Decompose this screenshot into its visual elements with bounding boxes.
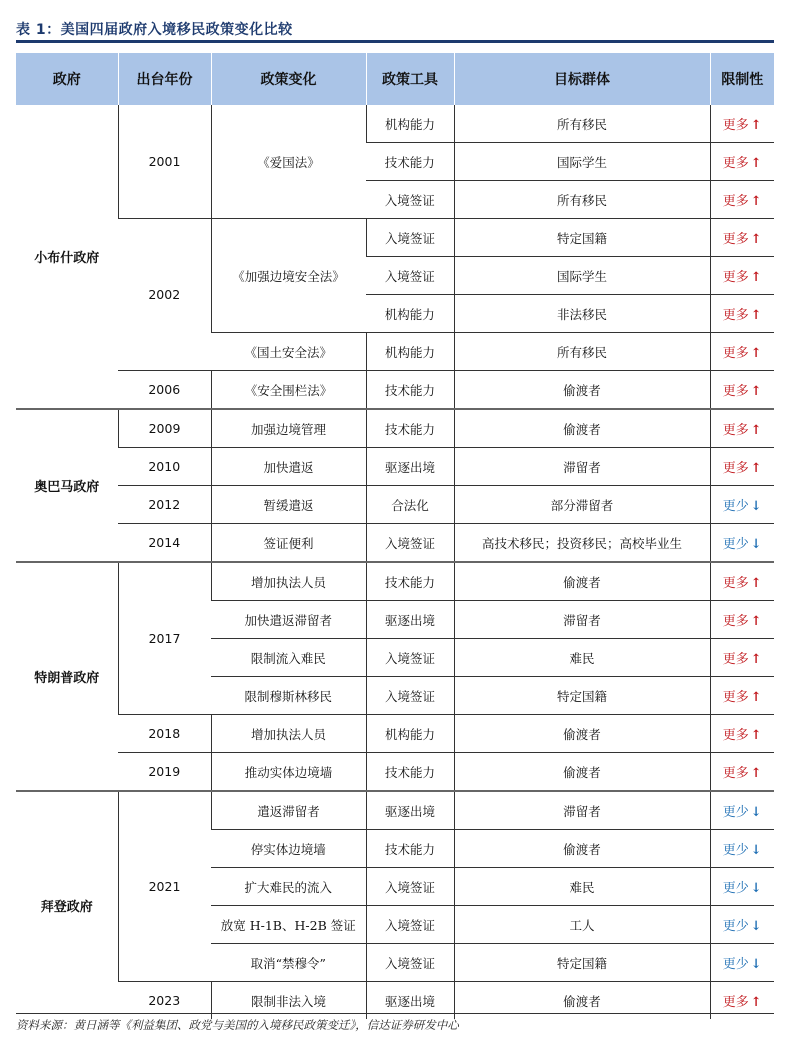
- policy-cell: 遣返滞留者: [211, 791, 366, 830]
- header-row: [16, 53, 774, 105]
- target-cell: 特定国籍: [454, 219, 710, 257]
- header-tool: 政策工具: [366, 53, 454, 105]
- restriction-more: 更多: [722, 270, 749, 285]
- table-body: [16, 105, 774, 1019]
- title-rule: [16, 40, 774, 43]
- header-target: 目标群体: [454, 53, 710, 105]
- tool-cell: 入境签证: [366, 219, 454, 257]
- policy-cell: 增加执法人员: [211, 715, 366, 753]
- arrow-up-icon: ↑: [750, 270, 762, 285]
- policy-cell: 扩大难民的流入: [211, 868, 366, 906]
- target-cell: 工人: [454, 906, 710, 944]
- tool-cell: 驱逐出境: [366, 982, 454, 1020]
- restriction-cell: [710, 524, 774, 563]
- tool-cell: 入境签证: [366, 257, 454, 295]
- restriction-cell: [710, 906, 774, 944]
- year-cell: 2010: [118, 448, 211, 486]
- tool-cell: 技术能力: [366, 371, 454, 410]
- policy-cell: 放宽 H-1B、H-2B 签证: [211, 906, 366, 944]
- restriction-more: 更多: [722, 194, 749, 209]
- target-cell: 偷渡者: [454, 982, 710, 1020]
- year-cell: 2002: [118, 219, 211, 371]
- restriction-cell: [710, 257, 774, 295]
- tool-cell: 技术能力: [366, 830, 454, 868]
- header-government: 政府: [16, 53, 118, 105]
- arrow-down-icon: ↓: [750, 919, 762, 934]
- target-cell: 国际学生: [454, 143, 710, 181]
- arrow-up-icon: ↑: [750, 384, 762, 399]
- restriction-cell: [710, 448, 774, 486]
- tool-cell: 技术能力: [366, 143, 454, 181]
- arrow-up-icon: ↑: [750, 156, 762, 171]
- target-cell: 滞留者: [454, 791, 710, 830]
- policy-cell: 暂缓遣返: [211, 486, 366, 524]
- arrow-up-icon: ↑: [750, 194, 762, 209]
- government-cell: 拜登政府: [16, 791, 118, 1019]
- policy-cell: 签证便利: [211, 524, 366, 563]
- restriction-more: 更多: [722, 652, 749, 667]
- policy-cell: 加快遣返: [211, 448, 366, 486]
- restriction-less: 更少: [722, 957, 749, 972]
- bottom-rule: [16, 1013, 774, 1014]
- tool-cell: 驱逐出境: [366, 791, 454, 830]
- arrow-up-icon: ↑: [750, 728, 762, 743]
- restriction-less: 更少: [722, 499, 749, 514]
- table-row: [16, 753, 774, 792]
- restriction-cell: [710, 715, 774, 753]
- restriction-more: 更多: [722, 690, 749, 705]
- tool-cell: 入境签证: [366, 868, 454, 906]
- arrow-up-icon: ↑: [750, 690, 762, 705]
- header-year: 出台年份: [118, 53, 211, 105]
- target-cell: 所有移民: [454, 181, 710, 219]
- restriction-cell: [710, 181, 774, 219]
- table-row: [16, 371, 774, 410]
- policy-cell: 《国土安全法》: [211, 333, 366, 371]
- target-cell: 部分滞留者: [454, 486, 710, 524]
- arrow-up-icon: ↑: [750, 995, 762, 1010]
- policy-cell: 推动实体边境墙: [211, 753, 366, 792]
- restriction-more: 更多: [722, 118, 749, 133]
- tool-cell: 入境签证: [366, 181, 454, 219]
- table-row: [16, 715, 774, 753]
- tool-cell: 技术能力: [366, 409, 454, 448]
- target-cell: 偷渡者: [454, 371, 710, 410]
- tool-cell: 入境签证: [366, 639, 454, 677]
- target-cell: 所有移民: [454, 333, 710, 371]
- restriction-cell: [710, 105, 774, 143]
- restriction-cell: [710, 371, 774, 410]
- government-cell: 小布什政府: [34, 251, 100, 266]
- restriction-more: 更多: [722, 461, 749, 476]
- arrow-down-icon: ↓: [750, 957, 762, 972]
- target-cell: 偷渡者: [454, 753, 710, 792]
- tool-cell: 机构能力: [366, 333, 454, 371]
- year-cell: 2006: [118, 371, 211, 410]
- arrow-up-icon: ↑: [750, 576, 762, 591]
- restriction-more: 更多: [722, 995, 749, 1010]
- policy-cell: 《爱国法》: [211, 105, 366, 219]
- restriction-cell: [710, 601, 774, 639]
- restriction-cell: [710, 944, 774, 982]
- year-cell: 2017: [118, 562, 211, 715]
- tool-cell: 合法化: [366, 486, 454, 524]
- source-note: 资料来源：黄日涵等《利益集团、政党与美国的入境移民政策变迁》，信达证券研发中心: [16, 1018, 459, 1032]
- arrow-up-icon: ↑: [750, 652, 762, 667]
- restriction-cell: [710, 295, 774, 333]
- year-cell: 2023: [118, 982, 211, 1020]
- government-cell: 特朗普政府: [16, 562, 118, 791]
- tool-cell: 机构能力: [366, 715, 454, 753]
- target-cell: 特定国籍: [454, 944, 710, 982]
- restriction-cell: [710, 409, 774, 448]
- arrow-up-icon: ↑: [750, 308, 762, 323]
- tool-cell: 技术能力: [366, 753, 454, 792]
- arrow-up-icon: ↑: [750, 118, 762, 133]
- restriction-cell: [710, 219, 774, 257]
- tool-cell: 入境签证: [366, 524, 454, 563]
- restriction-cell: [710, 753, 774, 792]
- tool-cell: 入境签证: [366, 677, 454, 715]
- restriction-more: 更多: [722, 346, 749, 361]
- arrow-down-icon: ↓: [750, 499, 762, 514]
- arrow-up-icon: ↑: [750, 423, 762, 438]
- tool-cell: 机构能力: [366, 105, 454, 143]
- policy-cell: 限制穆斯林移民: [211, 677, 366, 715]
- restriction-cell: [710, 639, 774, 677]
- arrow-down-icon: ↓: [750, 805, 762, 820]
- restriction-cell: [710, 562, 774, 601]
- restriction-more: 更多: [722, 384, 749, 399]
- table-row: [16, 448, 774, 486]
- table-row: [16, 524, 774, 563]
- restriction-less: 更少: [722, 537, 749, 552]
- target-cell: 滞留者: [454, 601, 710, 639]
- target-cell: 国际学生: [454, 257, 710, 295]
- restriction-less: 更少: [722, 805, 749, 820]
- arrow-up-icon: ↑: [750, 232, 762, 247]
- year-cell: 2018: [118, 715, 211, 753]
- target-cell: 所有移民: [454, 105, 710, 143]
- restriction-more: 更多: [722, 156, 749, 171]
- table-row: [16, 791, 774, 830]
- restriction-less: 更少: [722, 843, 749, 858]
- restriction-cell: [710, 333, 774, 371]
- tool-cell: 入境签证: [366, 906, 454, 944]
- restriction-less: 更少: [722, 919, 749, 934]
- year-cell: 2012: [118, 486, 211, 524]
- year-cell: 2009: [118, 409, 211, 448]
- tool-cell: 驱逐出境: [366, 601, 454, 639]
- target-cell: 滞留者: [454, 448, 710, 486]
- arrow-up-icon: ↑: [750, 766, 762, 781]
- restriction-more: 更多: [722, 232, 749, 247]
- restriction-cell: [710, 143, 774, 181]
- target-cell: 偷渡者: [454, 830, 710, 868]
- policy-cell: 加强边境管理: [211, 409, 366, 448]
- restriction-cell: [710, 791, 774, 830]
- policy-cell: 加快遣返滞留者: [211, 601, 366, 639]
- year-cell: 2019: [118, 753, 211, 792]
- target-cell: 难民: [454, 639, 710, 677]
- arrow-down-icon: ↓: [750, 537, 762, 552]
- target-cell: 偷渡者: [454, 715, 710, 753]
- arrow-up-icon: ↑: [750, 461, 762, 476]
- table-row: [16, 219, 774, 257]
- table-row: [16, 105, 774, 143]
- arrow-down-icon: ↓: [750, 881, 762, 896]
- arrow-up-icon: ↑: [750, 614, 762, 629]
- policy-table: [16, 53, 774, 1019]
- target-cell: 偷渡者: [454, 562, 710, 601]
- table-row: [16, 409, 774, 448]
- table-row: [16, 562, 774, 601]
- restriction-cell: [710, 868, 774, 906]
- policy-cell: 增加执法人员: [211, 562, 366, 601]
- table-row: [16, 486, 774, 524]
- restriction-more: 更多: [722, 614, 749, 629]
- target-cell: 特定国籍: [454, 677, 710, 715]
- restriction-more: 更多: [722, 423, 749, 438]
- arrow-down-icon: ↓: [750, 843, 762, 858]
- table-title: 表 1：美国四届政府入境移民政策变化比较: [16, 22, 293, 38]
- tool-cell: 技术能力: [366, 562, 454, 601]
- target-cell: 偷渡者: [454, 409, 710, 448]
- policy-cell: 限制流入难民: [211, 639, 366, 677]
- year-cell: 2001: [118, 105, 211, 219]
- restriction-more: 更多: [722, 576, 749, 591]
- tool-cell: 入境签证: [366, 944, 454, 982]
- restriction-more: 更多: [722, 728, 749, 743]
- policy-cell: 停实体边境墙: [211, 830, 366, 868]
- tool-cell: 机构能力: [366, 295, 454, 333]
- policy-cell: 取消“禁穆令”: [211, 944, 366, 982]
- header-policy: 政策变化: [211, 53, 366, 105]
- tool-cell: 驱逐出境: [366, 448, 454, 486]
- target-cell: 难民: [454, 868, 710, 906]
- restriction-cell: [710, 677, 774, 715]
- header-restriction: 限制性: [710, 53, 774, 105]
- policy-cell: 《安全围栏法》: [211, 371, 366, 410]
- target-cell: 非法移民: [454, 295, 710, 333]
- year-cell: 2014: [118, 524, 211, 563]
- arrow-up-icon: ↑: [750, 346, 762, 361]
- restriction-cell: [710, 486, 774, 524]
- policy-cell: 《加强边境安全法》: [211, 219, 366, 333]
- government-cell: 奥巴马政府: [16, 409, 118, 562]
- year-cell: 2021: [118, 791, 211, 982]
- policy-cell: 限制非法入境: [211, 982, 366, 1020]
- target-cell: 高技术移民；投资移民；高校毕业生: [454, 524, 710, 563]
- restriction-more: 更多: [722, 308, 749, 323]
- restriction-less: 更少: [722, 881, 749, 896]
- restriction-cell: [710, 830, 774, 868]
- restriction-more: 更多: [722, 766, 749, 781]
